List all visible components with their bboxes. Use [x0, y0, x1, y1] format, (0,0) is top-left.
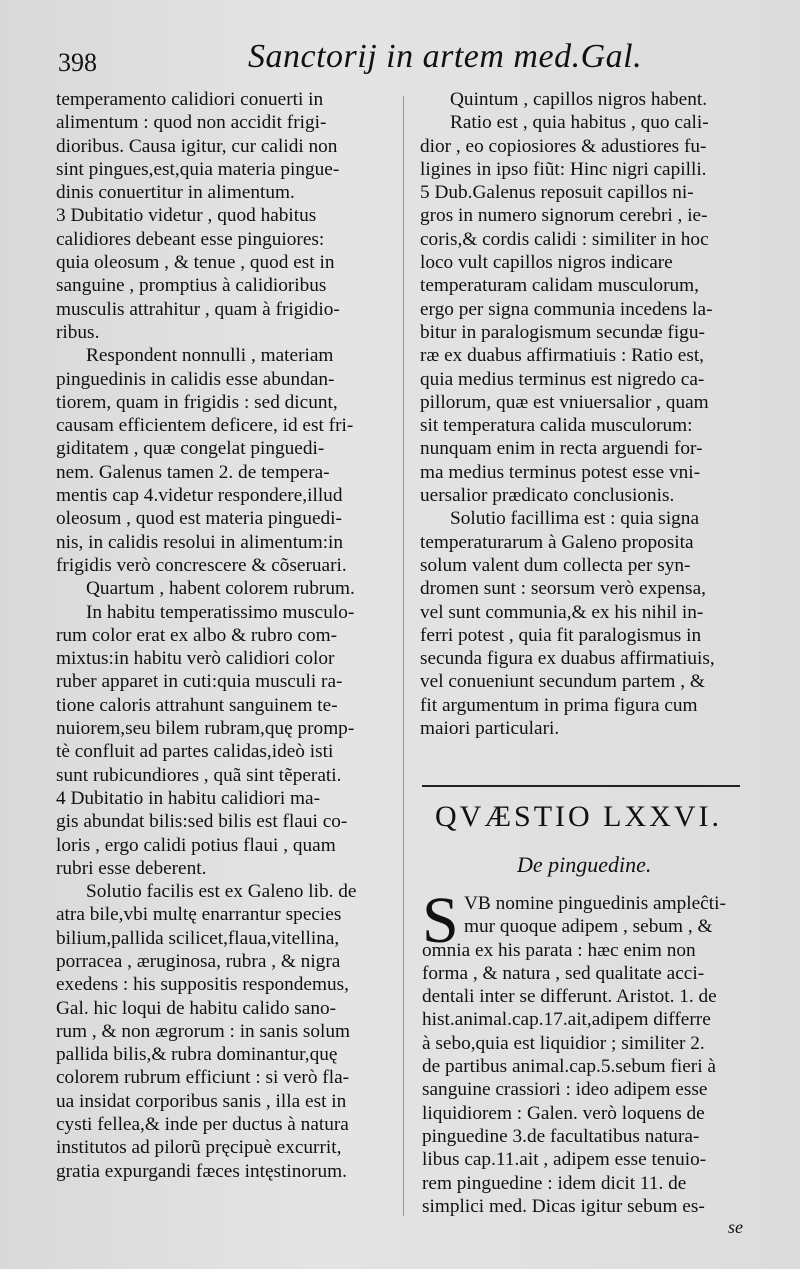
- text-line: alimentum : quod non accidit frigi-: [56, 112, 327, 134]
- text-line: nunquam enim in recta arguendi for-: [420, 438, 703, 460]
- text-line: dioribus. Causa igitur, cur calidi non: [56, 135, 338, 157]
- text-line: dentali inter se differunt. Aristot. 1. de: [422, 986, 717, 1008]
- page-number: 398: [58, 48, 97, 77]
- text-line: ruber apparet in cuti:quia musculi ra-: [56, 671, 343, 693]
- text-line: de partibus animal.cap.5.sebum fieri à: [422, 1056, 716, 1078]
- text-line: pallida bilis,& rubra dominantur,quę: [56, 1044, 338, 1066]
- text-line: ua insidat corporibus sanis , illa est in: [56, 1090, 347, 1112]
- running-head: Sanctorij in artem med.Gal.: [248, 38, 643, 75]
- text-line: musculis attrahitur , quam à frigidio-: [56, 298, 340, 320]
- text-line: simplici med. Dicas igitur sebum es-: [422, 1195, 705, 1217]
- text-line: ræ ex duabus affirmatiuis : Ratio est,: [420, 345, 704, 367]
- text-line: coris,& cordis calidi : similiter in hoc: [420, 228, 709, 250]
- text-line: solum valent dum collecta per syn-: [420, 554, 691, 576]
- text-line: Respondent nonnulli , materiam: [86, 345, 334, 367]
- text-line: Solutio facillima est : quia signa: [450, 508, 700, 530]
- text-line: rubri esse deberent.: [56, 857, 207, 879]
- text-line: dior , eo copiosiores & adustiores fu-: [420, 135, 707, 157]
- text-line: temperamento calidiori conuerti in: [56, 89, 324, 110]
- text-line: ma medius terminus potest esse vni-: [420, 461, 701, 483]
- text-line: VB nomine pinguedinis ampleĉti-: [464, 893, 726, 914]
- text-line: causam efficientem deficere, id est fri-: [56, 415, 354, 437]
- text-line: nis, in calidis resolui in alimentum:in: [56, 531, 344, 553]
- text-line: oleosum , quod est materia pinguedi-: [56, 508, 342, 530]
- text-line: gros in numero signorum cerebri , ie-: [420, 205, 708, 227]
- text-line: tione caloris attrahunt sanguinem te-: [56, 694, 338, 716]
- text-line: libus cap.11.ait , adipem esse tenuio-: [422, 1149, 707, 1171]
- text-line: pinguedine 3.de facultatibus natura-: [422, 1125, 700, 1147]
- text-line: hist.animal.cap.17.ait,adipem differre: [422, 1009, 711, 1031]
- text-line: sit temperatura calida musculorum:: [420, 415, 693, 437]
- text-line: loris , ergo calidi potius flaui , quam: [56, 834, 336, 856]
- text-line: Quintum , capillos nigros habent.: [450, 89, 708, 110]
- text-line: calidiores debeant esse pinguiores:: [56, 228, 325, 250]
- text-line: nuiorem,seu bilem rubram,quę promp-: [56, 718, 355, 740]
- text-line: ligines in ipso fiũt: Hinc nigri capilli.: [420, 158, 707, 180]
- text-line: liquidiorem : Galen. verò loquens de: [422, 1102, 705, 1124]
- text-line: 4 Dubitatio in habitu calidiori ma-: [56, 787, 320, 809]
- left-column: [56, 88, 396, 1183]
- text-line: 3 Dubitatio videtur , quod habitus: [56, 205, 317, 227]
- text-line: mixtus:in habitu verò calidiori color: [56, 648, 335, 670]
- text-line: ergo per signa communia incedens la-: [420, 298, 713, 320]
- text-line: tè confluit ad partes calidas,ideò isti: [56, 741, 334, 763]
- catchword: se: [728, 1217, 743, 1237]
- text-line: sanguine , promptius à calidioribus: [56, 275, 327, 297]
- text-line: atra bile,vbi multę enarrantur species: [56, 904, 342, 926]
- text-line: porracea , æruginosa, rubra , & nigra: [56, 950, 341, 972]
- text-line: sint pingues,est,quia materia pingue-: [56, 158, 340, 180]
- text-line: forma , & natura , sed qualitate acci-: [422, 962, 705, 984]
- question-body: [422, 884, 726, 1218]
- text-line: colorem rubrum efficiunt : si verò fla-: [56, 1067, 350, 1089]
- text-line: fit argumentum in prima figura cum: [420, 694, 698, 716]
- text-line: secunda figura ex duabus affirmatiuis,: [420, 648, 715, 670]
- text-line: bilium,pallida scilicet,flaua,vitellina,: [56, 927, 340, 949]
- text-line: tiorem, quam in frigidis : sed dicunt,: [56, 391, 338, 413]
- text-line: cysti fellea,& inde per ductus à natura: [56, 1114, 349, 1136]
- drop-cap: S: [422, 884, 459, 957]
- text-line: frigidis verò concrescere & cõseruari.: [56, 554, 347, 576]
- text-line: vel sunt communia,& ex his nihil in-: [420, 601, 704, 623]
- text-line: uersalior prædicato conclusionis.: [420, 485, 675, 507]
- text-line: Ratio est , quia habitus , quo cali-: [450, 112, 709, 134]
- text-line: dromen sunt : seorsum verò expensa,: [420, 578, 706, 600]
- right-column: [420, 88, 765, 740]
- text-line: sanguine crassiori : ideo adipem esse: [422, 1079, 708, 1101]
- text-line: bitur in paralogismum secundæ figu-: [420, 321, 705, 343]
- text-line: ferri potest , quia fit paralogismus in: [420, 624, 702, 646]
- text-line: nem. Galenus tamen 2. de tempera-: [56, 461, 330, 483]
- question-subtitle: De pinguedine.: [517, 852, 652, 877]
- page-header: [58, 38, 760, 88]
- text-line: gis abundat bilis:sed bilis est flaui co-: [56, 811, 348, 833]
- text-line: Gal. hic loqui de habitu calido sano-: [56, 997, 337, 1019]
- text-line: dinis conuertitur in alimentum.: [56, 182, 295, 204]
- text-line: rem pinguedine : idem dicit 11. de: [422, 1172, 687, 1194]
- text-line: gratia expurgandi fæces intęstinorum.: [56, 1160, 347, 1182]
- text-line: Solutio facilis est ex Galeno lib. de: [86, 881, 357, 903]
- text-line: quia oleosum , & tenue , quod est in: [56, 252, 335, 274]
- text-line: exedens : his suppositis respondemus,: [56, 974, 349, 996]
- text-line: maiori particulari.: [420, 718, 560, 740]
- text-line: loco vult capillos nigros indicare: [420, 252, 673, 274]
- text-line: In habitu temperatissimo musculo-: [86, 601, 355, 623]
- column-divider: [403, 96, 404, 1216]
- text-line: institutos ad pilorũ pręcipuè excurrit,: [56, 1137, 342, 1159]
- section-rule: [422, 785, 740, 787]
- text-line: à sebo,quia est liquidior ; similiter 2.: [422, 1032, 705, 1054]
- text-line: sunt rubicundiores , quã sint tẽperati.: [56, 764, 342, 786]
- text-line: Quartum , habent colorem rubrum.: [86, 578, 355, 600]
- text-line: mur quoque adipem , sebum , &: [464, 916, 713, 938]
- text-line: ribus.: [56, 321, 100, 343]
- text-line: rum color erat ex albo & rubro com-: [56, 624, 338, 646]
- text-line: mentis cap 4.videtur respondere,illud: [56, 485, 343, 507]
- text-line: giditatem , quæ congelat pinguedi-: [56, 438, 325, 460]
- text-line: temperaturam calidam musculorum,: [420, 275, 699, 297]
- text-line: pillorum, quæ est vniuersalior , quam: [420, 391, 709, 413]
- text-line: omnia ex his parata : hæc enim non: [422, 939, 696, 961]
- text-line: rum , & non ægrorum : in sanis solum: [56, 1020, 351, 1042]
- question-title: QVÆSTIO LXXVI.: [435, 800, 722, 833]
- text-line: vel conueniunt secundum partem , &: [420, 671, 705, 693]
- text-line: 5 Dub.Galenus reposuit capillos ni-: [420, 182, 694, 204]
- text-line: temperaturarum à Galeno proposita: [420, 531, 694, 553]
- text-line: quia medius terminus est nigredo ca-: [420, 368, 705, 390]
- question-text: [422, 884, 726, 1218]
- text-line: pinguedinis in calidis esse abundan-: [56, 368, 335, 390]
